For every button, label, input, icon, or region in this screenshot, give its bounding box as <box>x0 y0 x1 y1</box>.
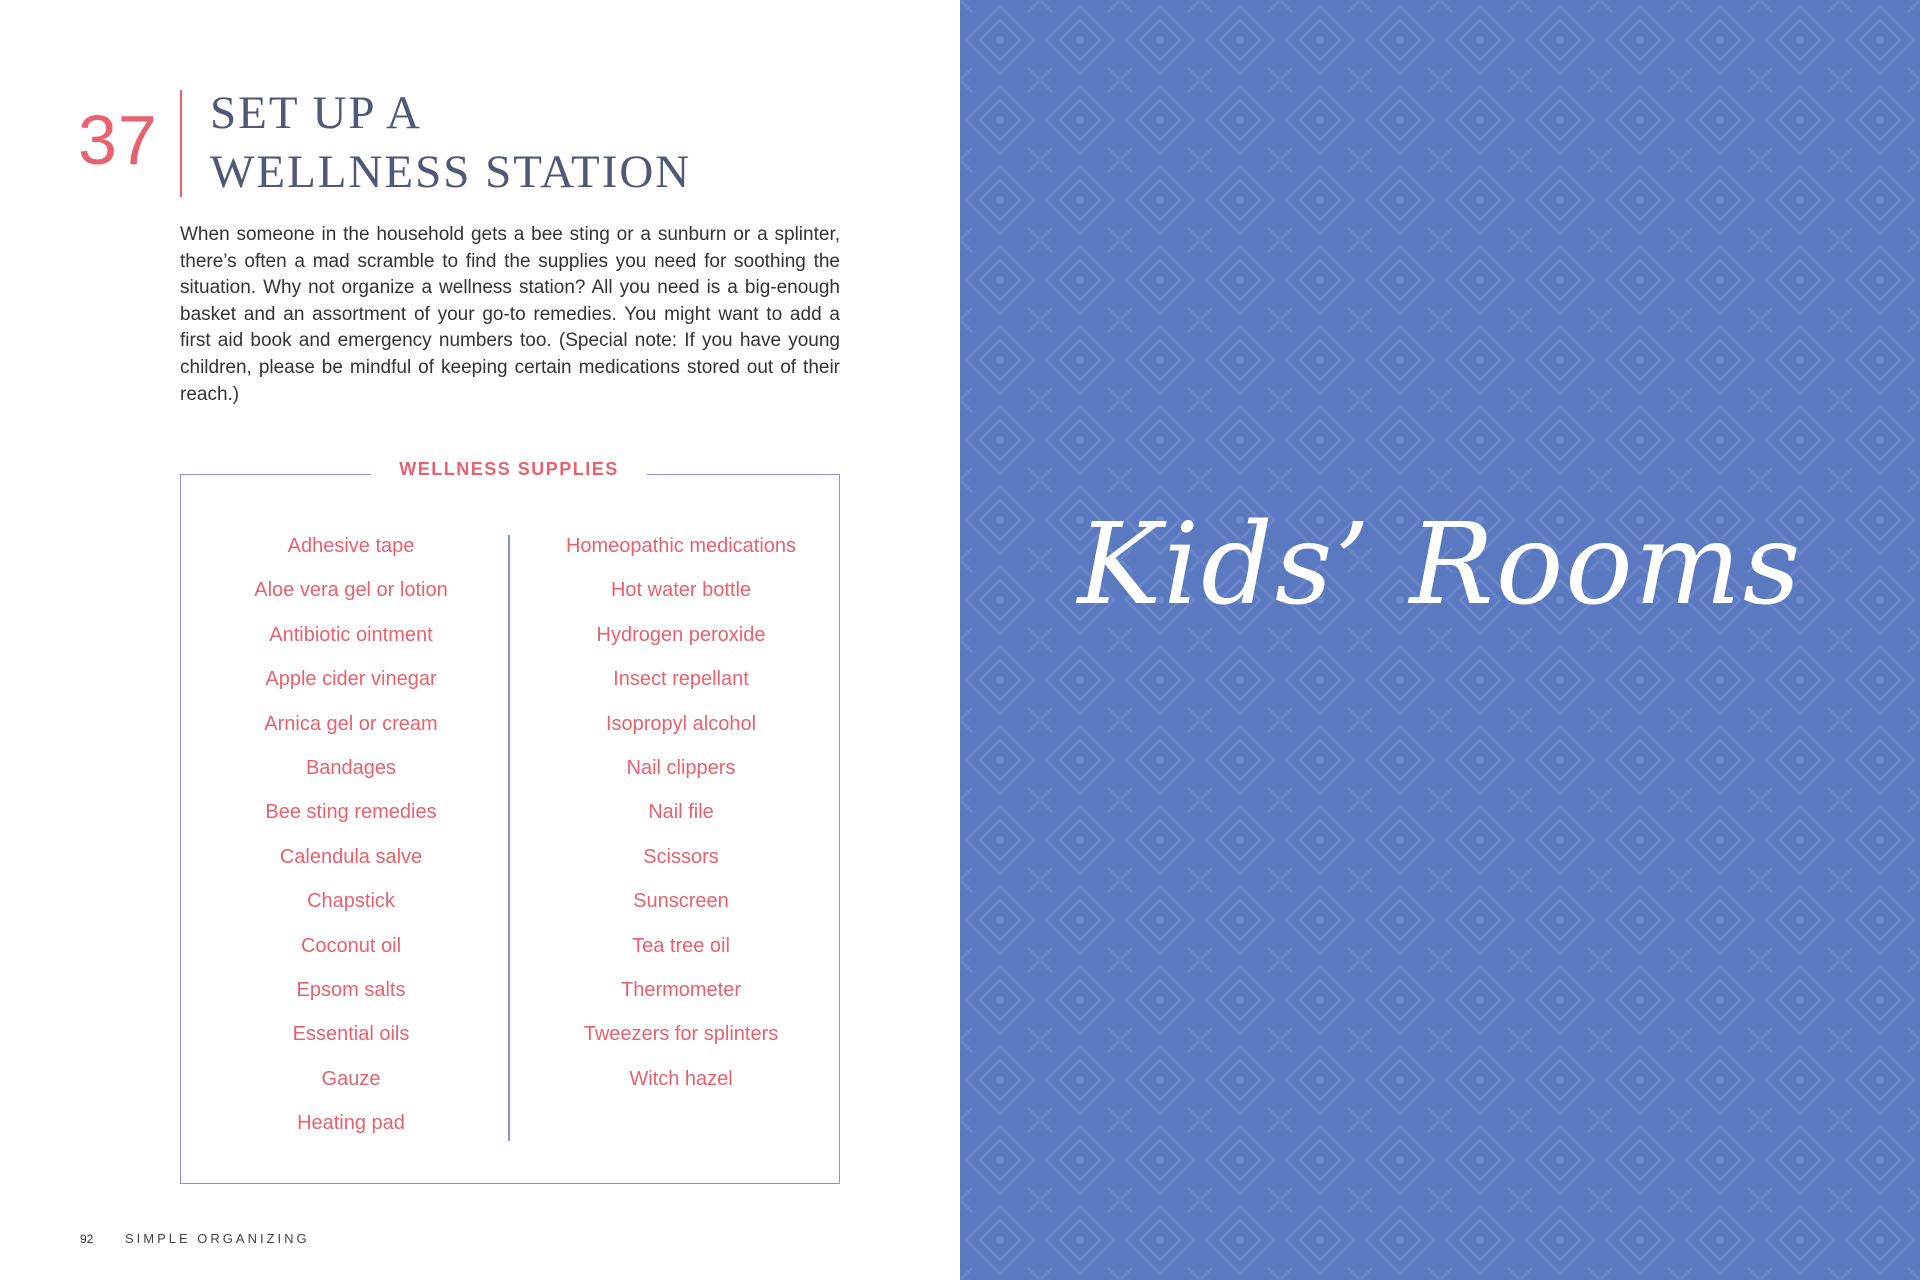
supply-item: Epsom salts <box>296 978 406 1001</box>
supply-item: Tweezers for splinters <box>583 1023 779 1046</box>
supply-item: Aloe vera gel or lotion <box>254 579 448 602</box>
supply-item: Arnica gel or cream <box>264 712 438 735</box>
supply-item: Scissors <box>643 845 719 868</box>
tip-body-text: When someone in the household gets a bee sting or a sunburn or a splinter, there’s often a mad scramble to find the supplies you need for soothing the situation. Why not organize a wellness station? All you need is a big-enough basket and an assortment of your go-to remedies. You might want to add a first aid book and emergency numbers too. (Special note: If you have young children, please be mindful of keeping certain medications stored out of their reach.) <box>180 224 840 405</box>
column-divider <box>508 535 510 1141</box>
title-divider <box>180 90 182 197</box>
supply-item: Heating pad <box>297 1112 405 1135</box>
supply-item: Insect repellant <box>613 668 749 691</box>
supply-item: Gauze <box>321 1067 381 1090</box>
supply-item: Apple cider vinegar <box>265 668 437 691</box>
supply-item: Sunscreen <box>633 890 729 913</box>
supply-item: Isopropyl alcohol <box>605 712 757 735</box>
supply-item: Tea tree oil <box>632 934 730 957</box>
supply-item: Nail file <box>648 801 714 824</box>
supplies-list-right <box>526 535 836 1112</box>
supply-item: Witch hazel <box>629 1067 733 1090</box>
supply-item: Adhesive tape <box>287 535 415 557</box>
supplies-list-left <box>196 535 506 1156</box>
decorative-pattern <box>960 0 1920 1280</box>
page-number: 92 <box>80 1232 94 1246</box>
chapter-title: Kids’ Rooms <box>1077 500 1803 630</box>
tip-title-line-1: SET UP A <box>210 87 422 139</box>
pattern-overlay <box>960 0 1920 1280</box>
supply-item: Bee sting remedies <box>265 801 437 824</box>
supply-item: Calendula salve <box>279 845 423 868</box>
tip-title-line-2: WELLNESS STATION <box>210 146 692 198</box>
running-head: SIMPLE ORGANIZING <box>125 1231 310 1246</box>
supply-item: Antibiotic ointment <box>269 623 433 646</box>
wellness-supplies-box <box>180 459 840 1184</box>
supply-item: Coconut oil <box>300 934 402 957</box>
tip-title <box>210 84 691 202</box>
supply-item: Chapstick <box>307 890 395 913</box>
supply-item: Thermometer <box>620 978 742 1001</box>
supply-item: Homeopathic medications <box>565 535 797 557</box>
supply-item: Hydrogen peroxide <box>596 623 766 646</box>
supply-item: Hot water bottle <box>610 579 752 602</box>
supply-item: Nail clippers <box>626 756 736 779</box>
tip-number: 37 <box>78 101 158 179</box>
chapter-opener-page <box>960 0 1920 1280</box>
supply-item: Essential oils <box>292 1023 410 1046</box>
supplies-box-title: WELLNESS SUPPLIES <box>371 459 647 480</box>
supply-item: Bandages <box>305 756 397 779</box>
